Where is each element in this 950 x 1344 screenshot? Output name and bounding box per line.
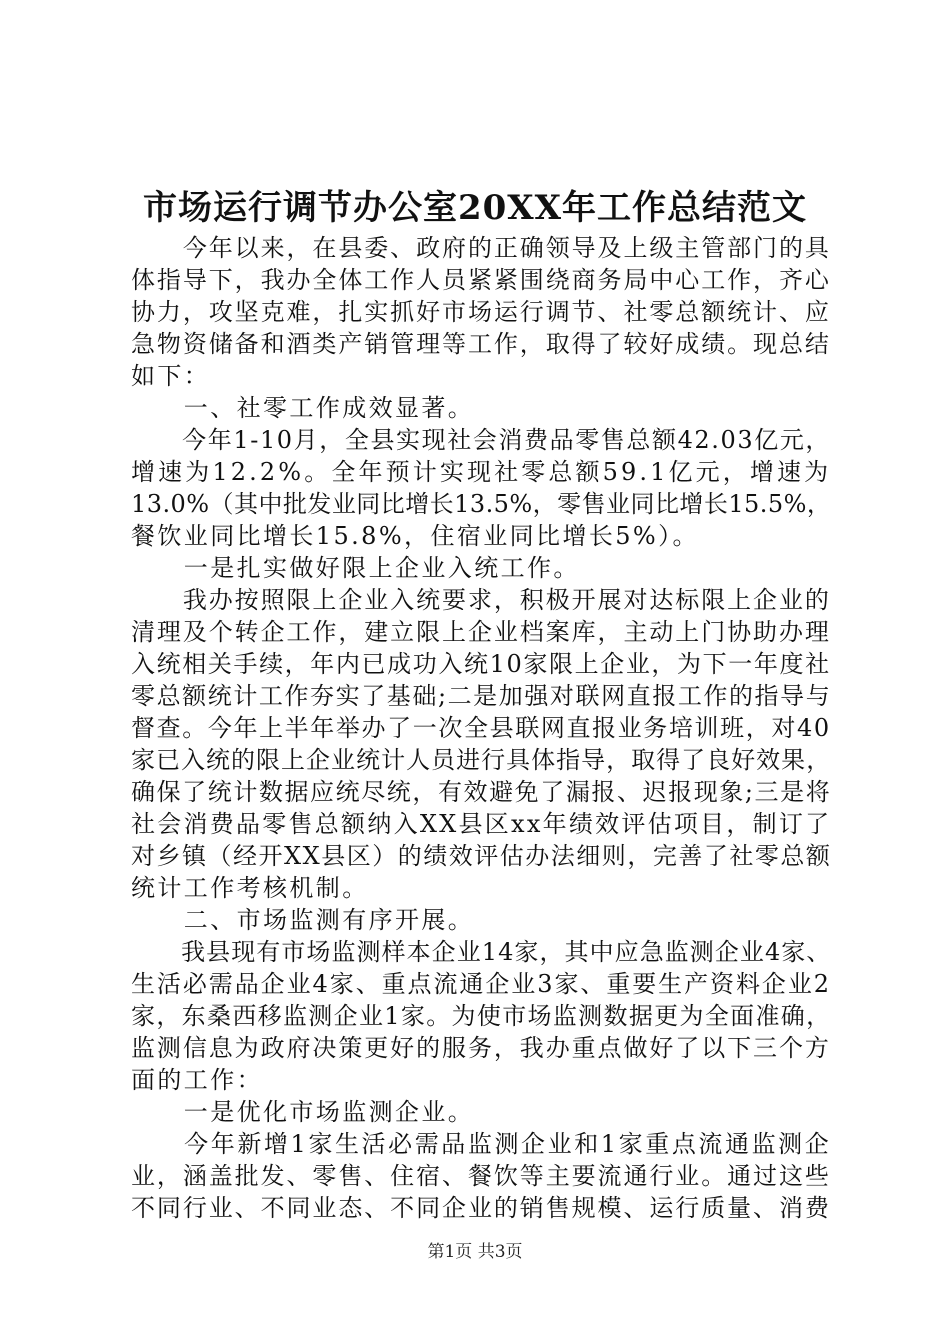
text-line: 二、市场监测有序开展。 bbox=[131, 906, 475, 934]
text-line: 一是扎实做好限上企业入统工作。 bbox=[131, 554, 580, 582]
text-line: 不同行业、不同业态、不同企业的销售规模、运行质量、消费 bbox=[131, 1194, 831, 1222]
text-line: 13.0%（其中批发业同比增长13.5%，零售业同比增长15.5%， bbox=[131, 490, 832, 518]
text-line: 社会消费品零售总额纳入XX县区xx年绩效评估项目，制订了 bbox=[131, 810, 832, 838]
page-footer: 第1页 共3页 bbox=[427, 1242, 523, 1262]
text-line: 生活必需品企业4家、重点流通企业3家、重要生产资料企业2 bbox=[131, 970, 832, 998]
document-body bbox=[131, 232, 831, 1224]
text-line: 统计工作考核机制。 bbox=[131, 874, 369, 902]
text-line: 一、社零工作成效显著。 bbox=[131, 394, 475, 422]
text-line: 今年新增1家生活必需品监测企业和1家重点流通监测企 bbox=[131, 1130, 832, 1158]
text-line: 监测信息为政府决策更好的服务，我办重点做好了以下三个方 bbox=[131, 1034, 831, 1062]
text-line: 体指导下，我办全体工作人员紧紧围绕商务局中心工作，齐心 bbox=[131, 266, 831, 294]
document-title: 市场运行调节办公室20XX年工作总结范文 bbox=[142, 188, 808, 228]
text-line: 家已入统的限上企业统计人员进行具体指导，取得了良好效果， bbox=[131, 746, 832, 774]
text-line: 面的工作： bbox=[131, 1066, 263, 1094]
text-line: 对乡镇（经开XX县区）的绩效评估办法细则，完善了社零总额 bbox=[131, 842, 832, 870]
text-line: 清理及个转企工作，建立限上企业档案库，主动上门协助办理 bbox=[131, 618, 831, 646]
text-line: 协力，攻坚克难，扎实抓好市场运行调节、社零总额统计、应 bbox=[131, 298, 831, 326]
text-line: 增速为12.2%。全年预计实现社零总额59.1亿元，增速为 bbox=[131, 458, 832, 486]
text-line: 入统相关手续，年内已成功入统10家限上企业，为下一年度社 bbox=[131, 650, 831, 678]
text-line: 督查。今年上半年举办了一次全县联网直报业务培训班，对40 bbox=[131, 714, 831, 742]
text-line: 急物资储备和酒类产销管理等工作，取得了较好成绩。现总结 bbox=[131, 330, 831, 358]
text-line: 确保了统计数据应统尽统，有效避免了漏报、迟报现象;三是将 bbox=[131, 778, 832, 806]
text-line: 今年以来，在县委、政府的正确领导及上级主管部门的具 bbox=[131, 234, 831, 262]
text-line: 一是优化市场监测企业。 bbox=[131, 1098, 475, 1126]
text-line: 餐饮业同比增长15.8%，住宿业同比增长5%）。 bbox=[131, 522, 699, 550]
text-line: 如下： bbox=[131, 362, 211, 390]
text-line: 今年1-10月，全县实现社会消费品零售总额42.03亿元， bbox=[131, 426, 832, 454]
text-line: 我办按照限上企业入统要求，积极开展对达标限上企业的 bbox=[131, 586, 831, 614]
text-line: 家，东桑西移监测企业1家。为使市场监测数据更为全面准确， bbox=[131, 1002, 832, 1030]
text-line: 零总额统计工作夯实了基础;二是加强对联网直报工作的指导与 bbox=[131, 682, 832, 710]
text-line: 我县现有市场监测样本企业14家，其中应急监测企业4家、 bbox=[131, 938, 832, 966]
text-line: 业，涵盖批发、零售、住宿、餐饮等主要流通行业。通过这些 bbox=[131, 1162, 831, 1190]
